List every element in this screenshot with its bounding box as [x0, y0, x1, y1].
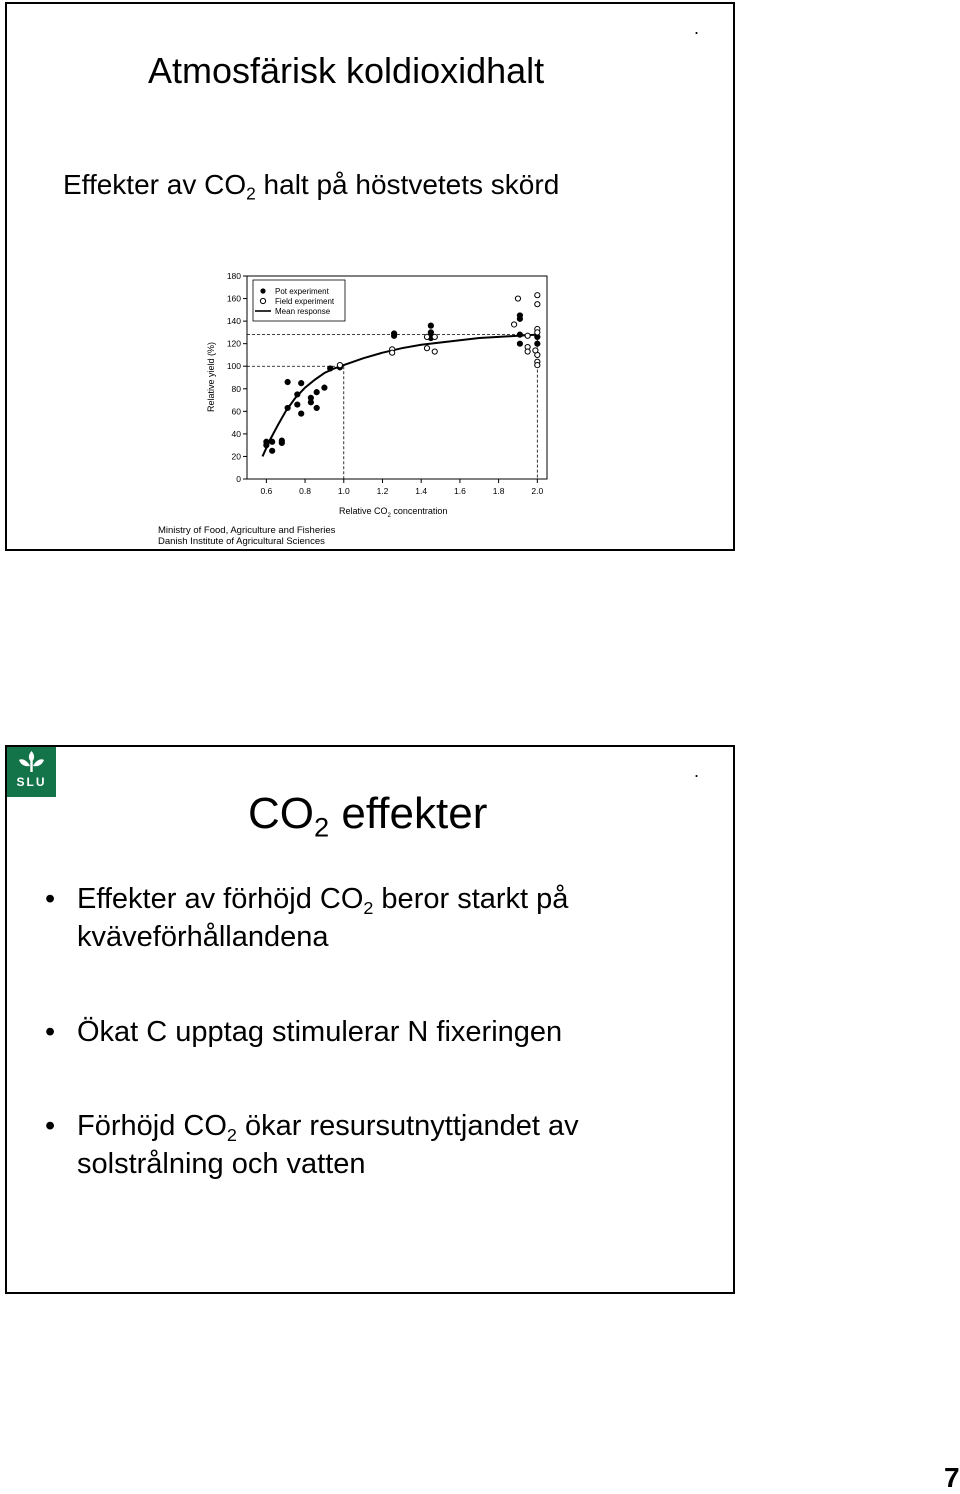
bullet-1-line-1 [77, 880, 568, 918]
pot-point-16 [322, 385, 327, 390]
slide-subtitle [63, 169, 560, 204]
slide-1 [5, 2, 735, 551]
slu-logo [7, 747, 56, 797]
title-post: effekter [329, 789, 488, 838]
pot-point-22 [428, 323, 433, 328]
legend-marker-field [260, 298, 265, 303]
bullet-3-pre: Förhöjd CO [77, 1110, 227, 1142]
y-tick-label-2: 40 [231, 428, 241, 439]
y-tick-label-5: 100 [226, 361, 241, 372]
logo-text: SLU [16, 775, 47, 789]
bullet-3-post: ökar resursutnyttjandet av [236, 1110, 579, 1142]
field-point-6 [432, 334, 437, 339]
pot-point-10 [299, 411, 304, 416]
bullet-2-text: Ökat C upptag stimulerar N fixeringen [77, 1016, 563, 1048]
y-tick-label-7: 140 [226, 316, 241, 327]
pot-point-17 [328, 366, 333, 371]
field-point-13 [535, 302, 540, 307]
bullet-marker: • [45, 883, 56, 915]
pot-point-27 [517, 341, 522, 346]
pot-point-20 [391, 331, 396, 336]
legend-marker-pot [260, 288, 265, 293]
slide-title [248, 789, 488, 843]
slide-title: Atmosfärisk koldioxidhalt [148, 50, 545, 91]
legend-label-pot: Pot experiment [275, 287, 329, 296]
y-tick-label-1: 20 [231, 451, 241, 462]
bullet-1-sub: 2 [363, 897, 374, 918]
field-point-12 [535, 293, 540, 298]
subtitle-post: halt på höstvetets skörd [255, 169, 560, 200]
field-point-15 [535, 330, 540, 335]
bullet-marker: • [45, 1110, 56, 1142]
x-tick-label-2: 1.0 [337, 486, 350, 496]
corner-dot: . [693, 18, 699, 38]
y-tick-label-9: 180 [226, 271, 241, 281]
pot-point-2 [270, 448, 275, 453]
field-point-7 [511, 322, 516, 327]
y-tick-label-3: 60 [231, 406, 241, 417]
bullet-1-post: beror starkt på [373, 883, 569, 915]
pot-point-7 [285, 379, 290, 384]
y-tick-label-6: 120 [226, 338, 241, 349]
x-axis-label-sub: 2 [387, 513, 391, 519]
y-tick-label-0: 0 [236, 474, 241, 484]
pot-point-14 [314, 405, 319, 410]
subtitle-pre: Effekter av CO [63, 169, 247, 200]
credit-line-2: Danish Institute of Agricultural Sciences [158, 536, 325, 547]
bullet-3-line-2: solstrålning och vatten [77, 1148, 366, 1180]
bullet-1-pre: Effekter av förhöjd CO [77, 883, 364, 915]
field-point-2 [390, 350, 395, 355]
bullet-item-2 [45, 1013, 562, 1051]
pot-point-15 [314, 390, 319, 395]
x-axis-label-pre: Relative CO [339, 506, 388, 516]
legend-label-field: Field experiment [275, 297, 335, 306]
x-tick-label-6: 1.8 [492, 486, 505, 496]
x-axis-ticks [260, 479, 543, 496]
bullet-marker: • [45, 1016, 56, 1048]
mean-response-curve [263, 335, 538, 457]
pot-point-3 [270, 439, 275, 444]
y-axis-label: Relative yield (%) [206, 341, 216, 413]
subtitle-sub: 2 [246, 183, 256, 204]
title-sub: 2 [314, 811, 330, 843]
pot-point-6 [285, 405, 290, 410]
legend [253, 280, 345, 321]
page-number: 7 [944, 1462, 960, 1493]
pot-point-1 [264, 443, 269, 448]
field-point-0 [337, 362, 342, 367]
field-point-3 [424, 334, 429, 339]
y-tick-label-8: 160 [226, 293, 241, 304]
pot-point-28 [535, 341, 540, 346]
pot-point-21 [428, 330, 433, 335]
x-tick-label-5: 1.6 [453, 486, 466, 496]
x-axis-label-post: concentration [390, 506, 448, 516]
pot-point-9 [295, 392, 300, 397]
slide-2 [5, 745, 735, 1294]
y-tick-label-4: 80 [231, 383, 241, 394]
field-point-4 [424, 346, 429, 351]
title-pre: CO [248, 789, 314, 838]
bullet-3-sub: 2 [226, 1124, 237, 1145]
x-tick-label-0: 0.6 [260, 486, 273, 496]
y-axis-ticks [227, 271, 247, 484]
field-point-11 [525, 349, 530, 354]
corner-dot: . [693, 761, 699, 781]
bullet-1-line-2: kväveförhållandena [77, 921, 329, 953]
pot-point-26 [517, 316, 522, 321]
x-axis-label [339, 506, 447, 519]
co2-yield-chart [197, 267, 567, 527]
legend-label-mean: Mean response [275, 307, 331, 316]
x-tick-label-1: 0.8 [299, 486, 311, 496]
field-point-19 [533, 348, 538, 353]
field-point-8 [515, 296, 520, 301]
bullet-item-3 [45, 1107, 579, 1183]
x-tick-label-3: 1.2 [376, 486, 389, 496]
pot-point-11 [299, 381, 304, 386]
pot-point-8 [295, 402, 300, 407]
field-point-5 [432, 349, 437, 354]
field-point-18 [535, 362, 540, 367]
reference-lines [247, 335, 537, 479]
x-tick-label-7: 2.0 [531, 486, 544, 496]
bullet-3-line-1 [77, 1107, 579, 1145]
field-point-9 [525, 333, 530, 338]
credit-line-1: Ministry of Food, Agriculture and Fisheries [158, 525, 336, 536]
pot-point-5 [279, 438, 284, 443]
slu-leaf-icon [7, 747, 56, 797]
pot-point-24 [517, 332, 522, 337]
x-tick-label-4: 1.4 [415, 486, 428, 496]
pot-point-13 [308, 395, 313, 400]
bullet-item-1 [45, 880, 568, 956]
